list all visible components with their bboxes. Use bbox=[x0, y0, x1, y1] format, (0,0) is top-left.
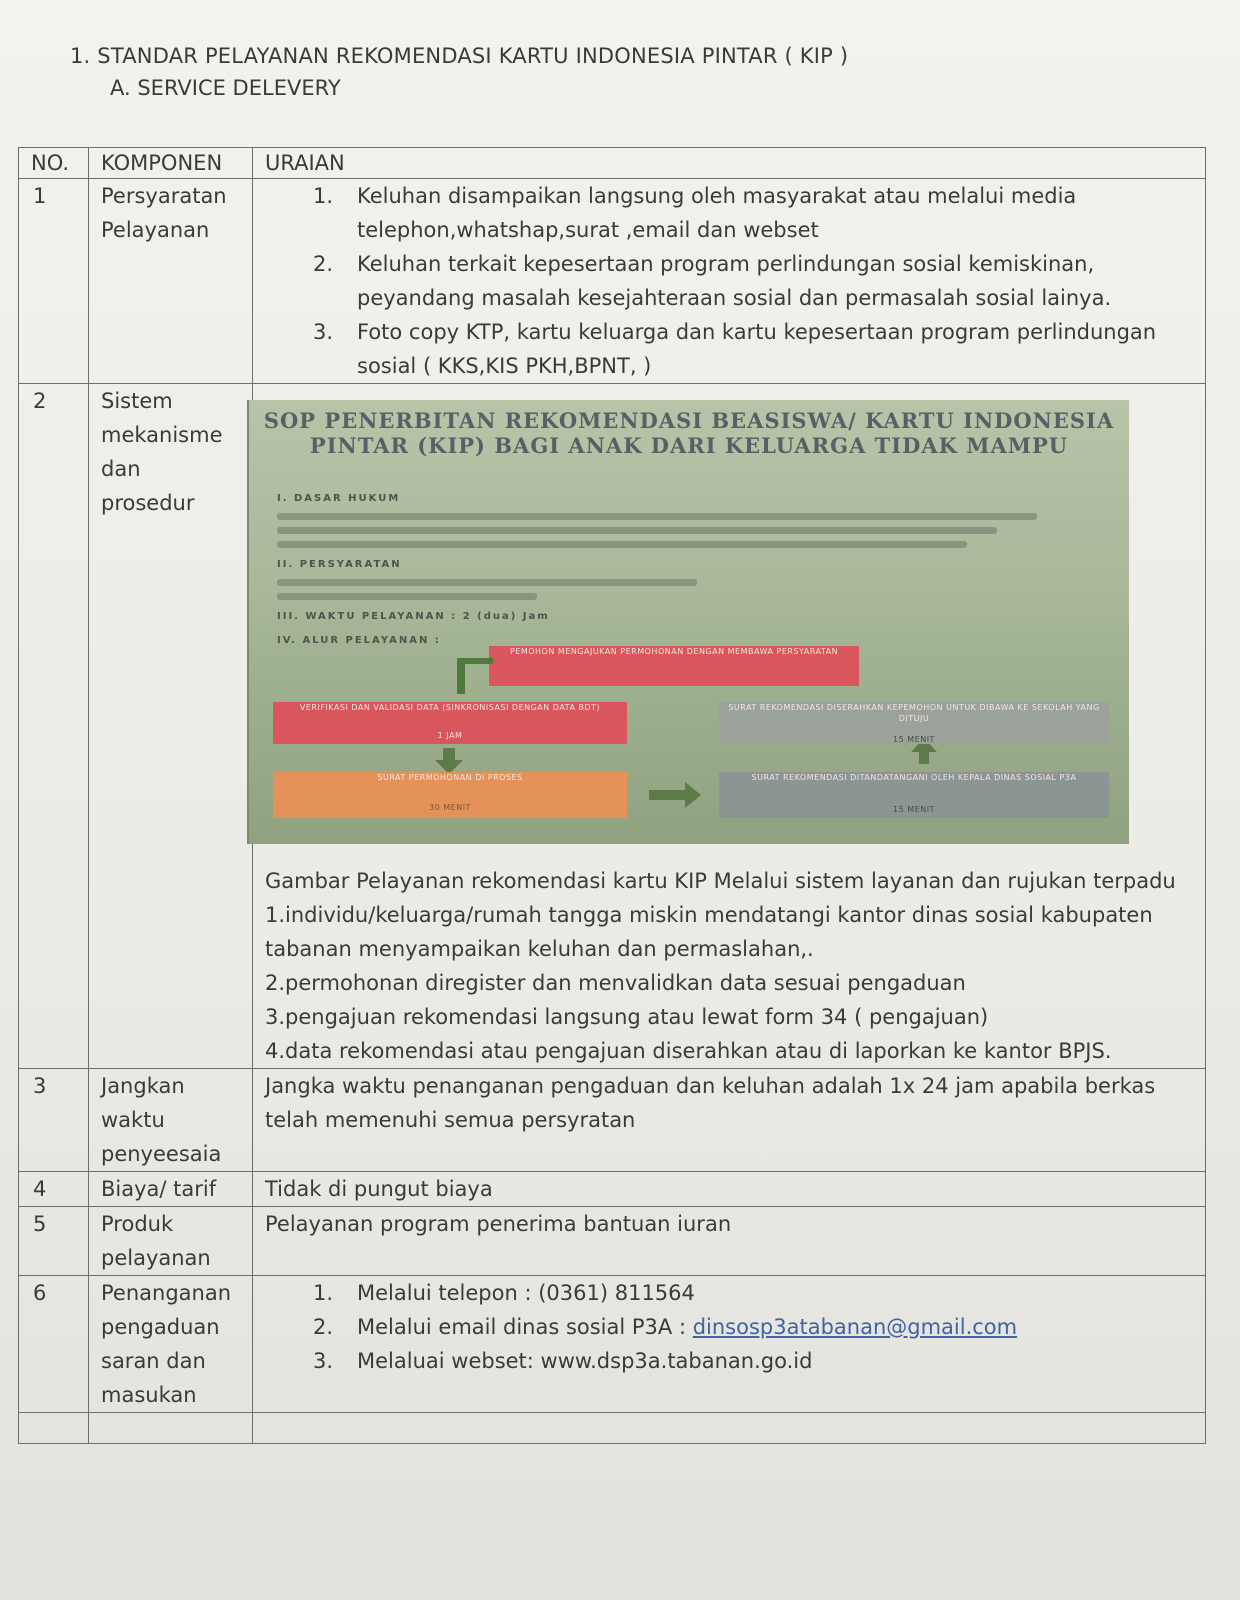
email-link[interactable]: dinsosp3atabanan@gmail.com bbox=[692, 1315, 1018, 1339]
procedure-step: 2.permohonan diregister dan menvalidkan data sesuai pengaduan bbox=[265, 971, 966, 995]
sop-flowchart-image bbox=[247, 400, 1129, 844]
row-komponen: Penanganan pengaduan saran dan masukan bbox=[89, 1276, 253, 1413]
row-uraian: Pelayanan program penerima bantuan iuran bbox=[253, 1207, 1206, 1276]
flow-time-3: 15 MENIT bbox=[893, 805, 935, 814]
header-komponen: KOMPONEN bbox=[89, 148, 253, 179]
requirement-list bbox=[265, 179, 1193, 383]
list-item: 1. Keluhan disampaikan langsung oleh masyarakat atau melalui media telephon,whatshap,surat ,email dan webset bbox=[313, 184, 1077, 242]
list-item: 2. Keluhan terkait kepesertaan program perlindungan sosial kemiskinan, peyandang masalah kesejahteraan sosial dan permasalah sosial lainya. bbox=[313, 252, 1112, 310]
row-uraian: Tidak di pungut biaya bbox=[253, 1172, 1206, 1207]
service-standard-table bbox=[18, 147, 1206, 1444]
row-uraian bbox=[253, 384, 1206, 1069]
row-number: 2 bbox=[19, 384, 89, 1069]
flow-arrow-icon bbox=[453, 654, 503, 704]
flow-step-process: SURAT PERMOHONAN DI PROSES bbox=[273, 772, 627, 818]
header-uraian: URAIAN bbox=[253, 148, 1206, 179]
sop-section-time: III. WAKTU PELAYANAN : 2 (dua) Jam bbox=[277, 611, 550, 622]
row-uraian: Jangka waktu penanganan pengaduan dan keluhan adalah 1x 24 jam apabila berkas telah memenuhi semua persyratan bbox=[253, 1069, 1206, 1172]
table-row bbox=[19, 1172, 1206, 1207]
row-komponen: Jangkan waktu penyeesaia bbox=[89, 1069, 253, 1172]
row-number: 1 bbox=[19, 179, 89, 384]
flow-time-1: 1 JAM bbox=[437, 731, 463, 740]
row-komponen: Sistem mekanisme dan prosedur bbox=[89, 384, 253, 1069]
table-row bbox=[19, 1207, 1206, 1276]
table-row bbox=[19, 1276, 1206, 1413]
flow-step-deliver: SURAT REKOMENDASI DISERAHKAN KEPEMOHON UNTUK DIBAWA KE SEKOLAH YANG DITUJU bbox=[719, 702, 1109, 744]
document-heading: 1. STANDAR PELAYANAN REKOMENDASI KARTU INDONESIA PINTAR ( KIP ) bbox=[70, 44, 849, 68]
procedure-step: 4.data rekomendasi atau pengajuan diserahkan atau di laporkan ke kantor BPJS. bbox=[265, 1039, 1112, 1063]
row-number: 3 bbox=[19, 1069, 89, 1172]
empty-table-row bbox=[19, 1413, 1206, 1444]
flow-step-verify: VERIFIKASI DAN VALIDASI DATA (SINKRONISASI DENGAN DATA BDT) bbox=[273, 702, 627, 744]
complaint-channel-list bbox=[265, 1276, 1193, 1378]
list-item: 2. Melalui email dinas sosial P3A : dinsosp3atabanan@gmail.com bbox=[313, 1315, 1018, 1339]
list-item: 1. Melalui telepon : (0361) 811564 bbox=[313, 1281, 695, 1305]
list-item: 3. Foto copy KTP, kartu keluarga dan kartu kepesertaan program perlindungan sosial ( KKS,KIS PKH,BPNT, ) bbox=[313, 320, 1157, 378]
procedure-step: 1.individu/keluarga/rumah tangga miskin mendatangi kantor dinas sosial kabupaten tabanan menyampaikan keluhan dan permaslahan,. bbox=[265, 903, 1153, 961]
flow-step-apply: PEMOHON MENGAJUKAN PERMOHONAN DENGAN MEMBAWA PERSYARATAN bbox=[489, 646, 859, 686]
row-number: 4 bbox=[19, 1172, 89, 1207]
flow-time-2: 30 MENIT bbox=[429, 803, 471, 812]
sop-section-legal: I. DASAR HUKUM bbox=[277, 493, 401, 504]
sop-section-requirements: II. PERSYARATAN bbox=[277, 559, 402, 570]
row-number: 6 bbox=[19, 1276, 89, 1413]
table-row bbox=[19, 179, 1206, 384]
image-caption: Gambar Pelayanan rekomendasi kartu KIP Melalui sistem layanan dan rujukan terpadu bbox=[265, 869, 1176, 893]
sop-section-flow: IV. ALUR PELAYANAN : bbox=[277, 635, 441, 646]
table-row bbox=[19, 1069, 1206, 1172]
table-header-row bbox=[19, 148, 1206, 179]
row-uraian bbox=[253, 1276, 1206, 1413]
row-uraian bbox=[253, 179, 1206, 384]
flow-time-4: 15 MENIT bbox=[893, 735, 935, 744]
table-row bbox=[19, 384, 1206, 1069]
procedure-step: 3.pengajuan rekomendasi langsung atau lewat form 34 ( pengajuan) bbox=[265, 1005, 989, 1029]
row-number: 5 bbox=[19, 1207, 89, 1276]
row-komponen: Biaya/ tarif bbox=[89, 1172, 253, 1207]
row-komponen: Produk pelayanan bbox=[89, 1207, 253, 1276]
header-no: NO. bbox=[19, 148, 89, 179]
list-item: 3. Melaluai webset: www.dsp3a.tabanan.go.id bbox=[313, 1349, 813, 1373]
section-subheading: A. SERVICE DELEVERY bbox=[110, 76, 341, 100]
flow-step-sign: SURAT REKOMENDASI DITANDATANGANI OLEH KEPALA DINAS SOSIAL P3A bbox=[719, 772, 1109, 818]
right-arrow-icon bbox=[645, 780, 705, 810]
row-komponen: Persyaratan Pelayanan bbox=[89, 179, 253, 384]
sop-title: SOP PENERBITAN REKOMENDASI BEASISWA/ KARTU INDONESIA PINTAR (KIP) BAGI ANAK DARI KELUARGA TIDAK MAMPU bbox=[263, 408, 1115, 458]
